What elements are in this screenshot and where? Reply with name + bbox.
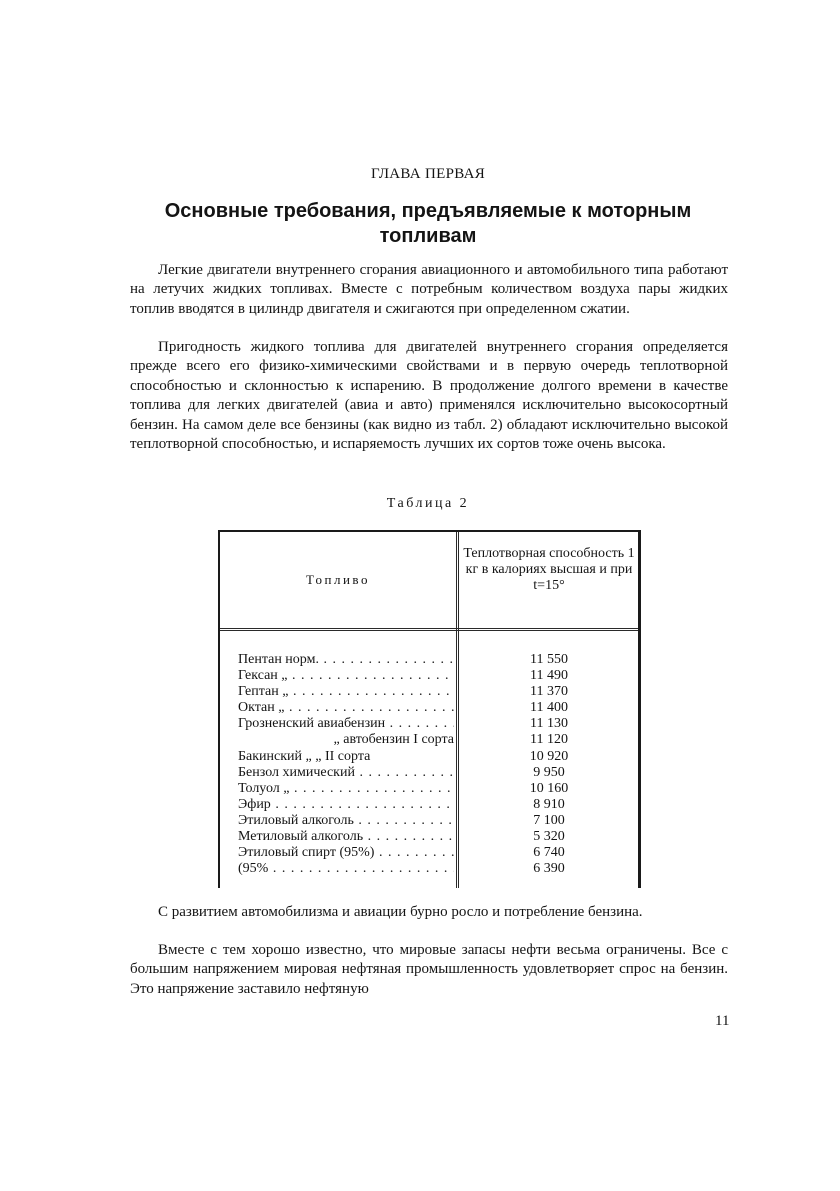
fuel-name: Бакинский „ „ II сорта [238, 748, 371, 764]
heat-value: 6 740 [533, 845, 565, 861]
heat-value: 11 370 [530, 684, 568, 700]
table-row [220, 765, 638, 781]
heat-value: 11 490 [530, 668, 568, 684]
table-caption: Таблица 2 [386, 496, 470, 511]
heat-value: 11 120 [530, 732, 568, 748]
fuel-name: Толуол „ . . . [238, 781, 454, 797]
fuel-name: „ автобензин I сорта [333, 732, 454, 748]
fuel-name: (95% . . . [238, 861, 454, 877]
fuel-name: Этиловый алкоголь . . . [238, 813, 454, 829]
paragraph-suitability: Пригодность жидкого топлива для двигателей внутреннего сгорания определяется прежде всего его физико-химическими свойствами и в первую очередь теплотворной способностью и склонностью к испарению. В продолжение долгого времени в качестве топлива для легких двигателей (авиа и авто) применялся исключительно высокосортный бензин. На самом деле все бензины (как видно из табл. 2) обладают исключительно высокой теплотворной способностью, и испаряемость лучших их сортов тоже очень высока. [130, 339, 728, 453]
paragraph-consumption: С развитием автомобилизма и авиации бурно росло и потребление бензина. [158, 904, 643, 920]
fuel-name: Грозненский авиабензин . . . [238, 716, 454, 732]
table-body [220, 652, 638, 877]
table-row [220, 813, 638, 829]
heat-value: 5 320 [533, 829, 565, 845]
fuel-name: Метиловый алкоголь . . . [238, 829, 454, 845]
heat-value: 9 950 [533, 764, 565, 780]
table-row [220, 829, 638, 845]
chapter-title: Основные требования, предъявляемые к моторным топливам [164, 200, 692, 247]
table-row [220, 845, 638, 861]
paragraph-reserves: Вместе с тем хорошо известно, что мировые запасы нефти весьма ограничены. Все с большим напряжением мировая нефтяная промышленность удовлетворяет спрос на бензин. Это напряжение заставило нефтяную [130, 942, 728, 997]
fuel-name: Гексан „ . . . [238, 668, 454, 684]
column-header-heat: Теплотворная способность 1 кг в калориях высшая и при t=15° [463, 546, 635, 593]
heat-value: 11 550 [530, 652, 568, 667]
chapter-heading: ГЛАВА ПЕРВАЯ [370, 166, 486, 182]
page-number: 11 [715, 1013, 730, 1029]
heat-value: 11 130 [530, 716, 568, 732]
table-row [220, 861, 638, 877]
fuel-name: Бензол химический . . . [238, 765, 454, 781]
heat-value: 7 100 [533, 812, 565, 828]
fuel-name: Пентан норм. . . . [238, 652, 454, 668]
table-row [220, 716, 638, 732]
heat-value: 10 920 [529, 748, 569, 764]
column-header-fuel: Топливо [306, 572, 370, 587]
fuel-name: Гептан „ . . . [238, 684, 454, 700]
table-row [220, 684, 638, 700]
fuel-name: Эфир . . . [238, 797, 454, 813]
heat-value: 6 390 [533, 861, 565, 877]
table-row [220, 652, 638, 668]
heat-value: 10 160 [529, 780, 569, 796]
paragraph-intro: Легкие двигатели внутреннего сгорания авиационного и автомобильного типа работают на летучих жидких топливах. Вместе с потребным количеством воздуха пары жидких топлив вводятся в цилиндр двигателя и сжигаются при определенном сжатии. [130, 262, 728, 317]
heat-value: 11 400 [530, 700, 568, 716]
heat-value: 8 910 [533, 796, 565, 812]
fuel-name: Октан „ . . . [238, 700, 454, 716]
table-row [220, 749, 638, 765]
table-row [220, 781, 638, 797]
fuel-table [218, 530, 641, 888]
table-row [220, 732, 638, 748]
table-header-divider [220, 628, 638, 631]
table-row [220, 668, 638, 684]
table-row [220, 797, 638, 813]
fuel-name: Этиловый спирт (95%) . . . [238, 845, 454, 861]
table-row [220, 700, 638, 716]
